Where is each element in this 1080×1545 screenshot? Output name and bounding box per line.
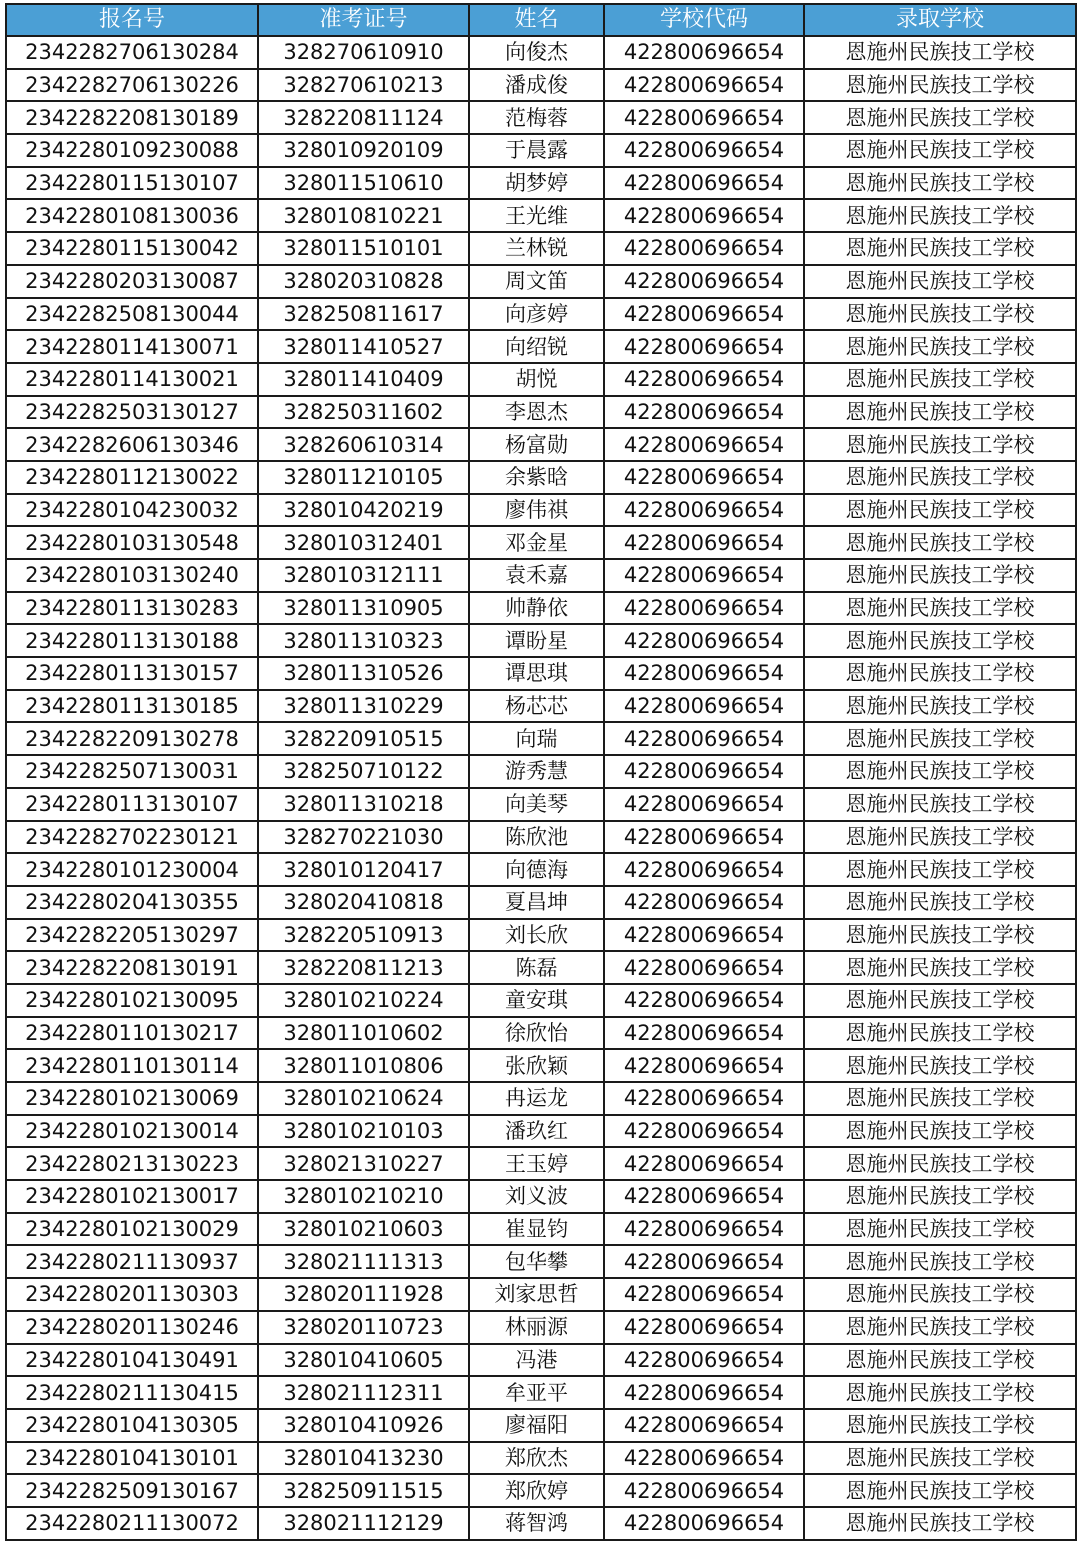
name-cell: 王玉婷 bbox=[469, 1147, 604, 1180]
name-cell: 周文笛 bbox=[469, 265, 604, 298]
school-code-cell: 422800696654 bbox=[604, 1213, 804, 1246]
school-code-cell: 422800696654 bbox=[604, 232, 804, 265]
exam-ticket-cell: 328010312401 bbox=[258, 526, 469, 559]
table-row bbox=[6, 1017, 1076, 1050]
table-row bbox=[6, 298, 1076, 331]
exam-ticket-cell: 328250811617 bbox=[258, 298, 469, 331]
exam-ticket-cell: 328270221030 bbox=[258, 821, 469, 854]
admitted-school-cell: 恩施州民族技工学校 bbox=[804, 1147, 1076, 1180]
school-code-cell: 422800696654 bbox=[604, 1376, 804, 1409]
admitted-school-cell: 恩施州民族技工学校 bbox=[804, 298, 1076, 331]
table-row bbox=[6, 1115, 1076, 1148]
table-row bbox=[6, 657, 1076, 690]
school-code-cell: 422800696654 bbox=[604, 101, 804, 134]
exam-ticket-cell: 328010210624 bbox=[258, 1082, 469, 1115]
table-row bbox=[6, 1507, 1076, 1540]
name-cell: 袁禾嘉 bbox=[469, 559, 604, 592]
admitted-school-cell: 恩施州民族技工学校 bbox=[804, 1115, 1076, 1148]
exam-ticket-cell: 328021111313 bbox=[258, 1245, 469, 1278]
school-code-cell: 422800696654 bbox=[604, 1245, 804, 1278]
admitted-school-cell: 恩施州民族技工学校 bbox=[804, 199, 1076, 232]
table-row bbox=[6, 755, 1076, 788]
exam-ticket-cell: 328011510610 bbox=[258, 167, 469, 200]
exam-ticket-cell: 328260610314 bbox=[258, 428, 469, 461]
admitted-school-cell: 恩施州民族技工学校 bbox=[804, 1245, 1076, 1278]
school-code-cell: 422800696654 bbox=[604, 984, 804, 1017]
table-row bbox=[6, 1474, 1076, 1507]
admitted-school-cell: 恩施州民族技工学校 bbox=[804, 755, 1076, 788]
name-cell: 游秀慧 bbox=[469, 755, 604, 788]
school-code-cell: 422800696654 bbox=[604, 330, 804, 363]
admitted-school-cell: 恩施州民族技工学校 bbox=[804, 494, 1076, 527]
table-row bbox=[6, 1311, 1076, 1344]
admitted-school-cell: 恩施州民族技工学校 bbox=[804, 428, 1076, 461]
exam-ticket-cell: 328010413230 bbox=[258, 1442, 469, 1475]
exam-ticket-cell: 328011510101 bbox=[258, 232, 469, 265]
table-row bbox=[6, 1147, 1076, 1180]
school-code-cell: 422800696654 bbox=[604, 396, 804, 429]
school-code-cell: 422800696654 bbox=[604, 853, 804, 886]
exam-ticket-cell: 328011410527 bbox=[258, 330, 469, 363]
table-row bbox=[6, 428, 1076, 461]
school-code-cell: 422800696654 bbox=[604, 167, 804, 200]
table-row bbox=[6, 1344, 1076, 1377]
name-cell: 向美琴 bbox=[469, 788, 604, 821]
name-cell: 谭盼星 bbox=[469, 624, 604, 657]
admitted-school-cell: 恩施州民族技工学校 bbox=[804, 1213, 1076, 1246]
registration-number-cell: 2342280102130095 bbox=[6, 984, 258, 1017]
school-code-cell: 422800696654 bbox=[604, 1409, 804, 1442]
header-name: 姓名 bbox=[469, 4, 604, 36]
name-cell: 夏昌坤 bbox=[469, 886, 604, 919]
school-code-cell: 422800696654 bbox=[604, 199, 804, 232]
exam-ticket-cell: 328220510913 bbox=[258, 919, 469, 952]
table-row bbox=[6, 853, 1076, 886]
school-code-cell: 422800696654 bbox=[604, 461, 804, 494]
admitted-school-cell: 恩施州民族技工学校 bbox=[804, 363, 1076, 396]
table-row bbox=[6, 526, 1076, 559]
school-code-cell: 422800696654 bbox=[604, 886, 804, 919]
exam-ticket-cell: 328011310218 bbox=[258, 788, 469, 821]
name-cell: 崔显钧 bbox=[469, 1213, 604, 1246]
table-body bbox=[6, 36, 1076, 1540]
name-cell: 向德海 bbox=[469, 853, 604, 886]
school-code-cell: 422800696654 bbox=[604, 690, 804, 723]
admitted-school-cell: 恩施州民族技工学校 bbox=[804, 1311, 1076, 1344]
name-cell: 陈磊 bbox=[469, 951, 604, 984]
registration-number-cell: 2342282508130044 bbox=[6, 298, 258, 331]
exam-ticket-cell: 328010210103 bbox=[258, 1115, 469, 1148]
registration-number-cell: 2342282509130167 bbox=[6, 1474, 258, 1507]
admitted-school-cell: 恩施州民族技工学校 bbox=[804, 592, 1076, 625]
registration-number-cell: 2342282205130297 bbox=[6, 919, 258, 952]
exam-ticket-cell: 328021310227 bbox=[258, 1147, 469, 1180]
admitted-school-cell: 恩施州民族技工学校 bbox=[804, 396, 1076, 429]
admitted-school-cell: 恩施州民族技工学校 bbox=[804, 788, 1076, 821]
admitted-school-cell: 恩施州民族技工学校 bbox=[804, 657, 1076, 690]
header-school-code: 学校代码 bbox=[604, 4, 804, 36]
admitted-school-cell: 恩施州民族技工学校 bbox=[804, 167, 1076, 200]
registration-number-cell: 2342280104230032 bbox=[6, 494, 258, 527]
exam-ticket-cell: 328010210603 bbox=[258, 1213, 469, 1246]
name-cell: 包华攀 bbox=[469, 1245, 604, 1278]
table-row bbox=[6, 134, 1076, 167]
admitted-school-cell: 恩施州民族技工学校 bbox=[804, 134, 1076, 167]
registration-number-cell: 2342280113130188 bbox=[6, 624, 258, 657]
table-row bbox=[6, 265, 1076, 298]
name-cell: 郑欣杰 bbox=[469, 1442, 604, 1475]
name-cell: 刘义波 bbox=[469, 1180, 604, 1213]
name-cell: 向彦婷 bbox=[469, 298, 604, 331]
name-cell: 刘长欣 bbox=[469, 919, 604, 952]
name-cell: 陈欣池 bbox=[469, 821, 604, 854]
exam-ticket-cell: 328011210105 bbox=[258, 461, 469, 494]
registration-number-cell: 2342280203130087 bbox=[6, 265, 258, 298]
name-cell: 冉运龙 bbox=[469, 1082, 604, 1115]
table-row bbox=[6, 1082, 1076, 1115]
school-code-cell: 422800696654 bbox=[604, 298, 804, 331]
exam-ticket-cell: 328270610910 bbox=[258, 36, 469, 69]
admitted-school-cell: 恩施州民族技工学校 bbox=[804, 101, 1076, 134]
admitted-school-cell: 恩施州民族技工学校 bbox=[804, 951, 1076, 984]
registration-number-cell: 2342280211130072 bbox=[6, 1507, 258, 1540]
name-cell: 余紫晗 bbox=[469, 461, 604, 494]
school-code-cell: 422800696654 bbox=[604, 821, 804, 854]
exam-ticket-cell: 328250911515 bbox=[258, 1474, 469, 1507]
exam-ticket-cell: 328011310323 bbox=[258, 624, 469, 657]
school-code-cell: 422800696654 bbox=[604, 1311, 804, 1344]
exam-ticket-cell: 328010920109 bbox=[258, 134, 469, 167]
admission-table bbox=[5, 3, 1077, 1541]
school-code-cell: 422800696654 bbox=[604, 1442, 804, 1475]
name-cell: 王光维 bbox=[469, 199, 604, 232]
registration-number-cell: 2342280211130937 bbox=[6, 1245, 258, 1278]
name-cell: 徐欣怡 bbox=[469, 1017, 604, 1050]
table-row bbox=[6, 1278, 1076, 1311]
table-row bbox=[6, 592, 1076, 625]
school-code-cell: 422800696654 bbox=[604, 1507, 804, 1540]
exam-ticket-cell: 328220910515 bbox=[258, 722, 469, 755]
admitted-school-cell: 恩施州民族技工学校 bbox=[804, 853, 1076, 886]
name-cell: 蒋智鸿 bbox=[469, 1507, 604, 1540]
table-row bbox=[6, 69, 1076, 102]
school-code-cell: 422800696654 bbox=[604, 36, 804, 69]
registration-number-cell: 2342282706130226 bbox=[6, 69, 258, 102]
table-row bbox=[6, 919, 1076, 952]
table-row bbox=[6, 559, 1076, 592]
school-code-cell: 422800696654 bbox=[604, 69, 804, 102]
name-cell: 谭思琪 bbox=[469, 657, 604, 690]
registration-number-cell: 2342282209130278 bbox=[6, 722, 258, 755]
registration-number-cell: 2342280213130223 bbox=[6, 1147, 258, 1180]
school-code-cell: 422800696654 bbox=[604, 1115, 804, 1148]
registration-number-cell: 2342280201130303 bbox=[6, 1278, 258, 1311]
registration-number-cell: 2342280104130305 bbox=[6, 1409, 258, 1442]
registration-number-cell: 2342282507130031 bbox=[6, 755, 258, 788]
school-code-cell: 422800696654 bbox=[604, 1474, 804, 1507]
admitted-school-cell: 恩施州民族技工学校 bbox=[804, 265, 1076, 298]
name-cell: 杨芯芯 bbox=[469, 690, 604, 723]
exam-ticket-cell: 328220811213 bbox=[258, 951, 469, 984]
name-cell: 向俊杰 bbox=[469, 36, 604, 69]
school-code-cell: 422800696654 bbox=[604, 526, 804, 559]
admitted-school-cell: 恩施州民族技工学校 bbox=[804, 919, 1076, 952]
name-cell: 张欣颖 bbox=[469, 1049, 604, 1082]
table-row bbox=[6, 101, 1076, 134]
school-code-cell: 422800696654 bbox=[604, 1017, 804, 1050]
registration-number-cell: 2342280113130185 bbox=[6, 690, 258, 723]
admitted-school-cell: 恩施州民族技工学校 bbox=[804, 1344, 1076, 1377]
school-code-cell: 422800696654 bbox=[604, 592, 804, 625]
registration-number-cell: 2342280113130157 bbox=[6, 657, 258, 690]
table-row bbox=[6, 886, 1076, 919]
registration-number-cell: 2342280113130107 bbox=[6, 788, 258, 821]
registration-number-cell: 2342282208130189 bbox=[6, 101, 258, 134]
table-row bbox=[6, 788, 1076, 821]
school-code-cell: 422800696654 bbox=[604, 722, 804, 755]
name-cell: 向瑞 bbox=[469, 722, 604, 755]
table-row bbox=[6, 1213, 1076, 1246]
table-row bbox=[6, 167, 1076, 200]
registration-number-cell: 2342280113130283 bbox=[6, 592, 258, 625]
exam-ticket-cell: 328220811124 bbox=[258, 101, 469, 134]
registration-number-cell: 2342282702230121 bbox=[6, 821, 258, 854]
name-cell: 林丽源 bbox=[469, 1311, 604, 1344]
admitted-school-cell: 恩施州民族技工学校 bbox=[804, 232, 1076, 265]
exam-ticket-cell: 328010410926 bbox=[258, 1409, 469, 1442]
registration-number-cell: 2342280108130036 bbox=[6, 199, 258, 232]
registration-number-cell: 2342282606130346 bbox=[6, 428, 258, 461]
school-code-cell: 422800696654 bbox=[604, 134, 804, 167]
registration-number-cell: 2342282503130127 bbox=[6, 396, 258, 429]
registration-number-cell: 2342280211130415 bbox=[6, 1376, 258, 1409]
registration-number-cell: 2342280102130017 bbox=[6, 1180, 258, 1213]
admitted-school-cell: 恩施州民族技工学校 bbox=[804, 1082, 1076, 1115]
name-cell: 潘成俊 bbox=[469, 69, 604, 102]
admitted-school-cell: 恩施州民族技工学校 bbox=[804, 624, 1076, 657]
exam-ticket-cell: 328020310828 bbox=[258, 265, 469, 298]
admitted-school-cell: 恩施州民族技工学校 bbox=[804, 559, 1076, 592]
registration-number-cell: 2342280102130069 bbox=[6, 1082, 258, 1115]
admitted-school-cell: 恩施州民族技工学校 bbox=[804, 36, 1076, 69]
registration-number-cell: 2342280114130071 bbox=[6, 330, 258, 363]
table-row bbox=[6, 1442, 1076, 1475]
admitted-school-cell: 恩施州民族技工学校 bbox=[804, 1278, 1076, 1311]
name-cell: 胡梦婷 bbox=[469, 167, 604, 200]
exam-ticket-cell: 328011310905 bbox=[258, 592, 469, 625]
school-code-cell: 422800696654 bbox=[604, 1082, 804, 1115]
registration-number-cell: 2342280103130548 bbox=[6, 526, 258, 559]
exam-ticket-cell: 328010210224 bbox=[258, 984, 469, 1017]
admitted-school-cell: 恩施州民族技工学校 bbox=[804, 984, 1076, 1017]
table-row bbox=[6, 461, 1076, 494]
exam-ticket-cell: 328020410818 bbox=[258, 886, 469, 919]
name-cell: 牟亚平 bbox=[469, 1376, 604, 1409]
exam-ticket-cell: 328011010602 bbox=[258, 1017, 469, 1050]
exam-ticket-cell: 328270610213 bbox=[258, 69, 469, 102]
school-code-cell: 422800696654 bbox=[604, 363, 804, 396]
name-cell: 帅静依 bbox=[469, 592, 604, 625]
admitted-school-cell: 恩施州民族技工学校 bbox=[804, 69, 1076, 102]
exam-ticket-cell: 328021112129 bbox=[258, 1507, 469, 1540]
name-cell: 兰林锐 bbox=[469, 232, 604, 265]
registration-number-cell: 2342280110130114 bbox=[6, 1049, 258, 1082]
table-row bbox=[6, 396, 1076, 429]
registration-number-cell: 2342280102130029 bbox=[6, 1213, 258, 1246]
exam-ticket-cell: 328021112311 bbox=[258, 1376, 469, 1409]
table-row bbox=[6, 363, 1076, 396]
name-cell: 郑欣婷 bbox=[469, 1474, 604, 1507]
table-row bbox=[6, 330, 1076, 363]
name-cell: 潘玖红 bbox=[469, 1115, 604, 1148]
table-row bbox=[6, 199, 1076, 232]
exam-ticket-cell: 328011310229 bbox=[258, 690, 469, 723]
admitted-school-cell: 恩施州民族技工学校 bbox=[804, 1049, 1076, 1082]
table-row bbox=[6, 36, 1076, 69]
name-cell: 于晨露 bbox=[469, 134, 604, 167]
admitted-school-cell: 恩施州民族技工学校 bbox=[804, 1442, 1076, 1475]
table-row bbox=[6, 1376, 1076, 1409]
table-row bbox=[6, 984, 1076, 1017]
registration-number-cell: 2342280101230004 bbox=[6, 853, 258, 886]
exam-ticket-cell: 328010810221 bbox=[258, 199, 469, 232]
school-code-cell: 422800696654 bbox=[604, 755, 804, 788]
admitted-school-cell: 恩施州民族技工学校 bbox=[804, 821, 1076, 854]
school-code-cell: 422800696654 bbox=[604, 1344, 804, 1377]
school-code-cell: 422800696654 bbox=[604, 265, 804, 298]
admitted-school-cell: 恩施州民族技工学校 bbox=[804, 330, 1076, 363]
admitted-school-cell: 恩施州民族技工学校 bbox=[804, 1507, 1076, 1540]
admitted-school-cell: 恩施州民族技工学校 bbox=[804, 1017, 1076, 1050]
school-code-cell: 422800696654 bbox=[604, 1147, 804, 1180]
admitted-school-cell: 恩施州民族技工学校 bbox=[804, 526, 1076, 559]
name-cell: 廖福阳 bbox=[469, 1409, 604, 1442]
registration-number-cell: 2342280114130021 bbox=[6, 363, 258, 396]
school-code-cell: 422800696654 bbox=[604, 1180, 804, 1213]
registration-number-cell: 2342280104130491 bbox=[6, 1344, 258, 1377]
admitted-school-cell: 恩施州民族技工学校 bbox=[804, 1180, 1076, 1213]
registration-number-cell: 2342280112130022 bbox=[6, 461, 258, 494]
registration-number-cell: 2342282208130191 bbox=[6, 951, 258, 984]
table-row bbox=[6, 1049, 1076, 1082]
name-cell: 范梅蓉 bbox=[469, 101, 604, 134]
table-row bbox=[6, 624, 1076, 657]
table-row bbox=[6, 722, 1076, 755]
table-header bbox=[6, 4, 1076, 36]
table-row bbox=[6, 1245, 1076, 1278]
registration-number-cell: 2342280104130101 bbox=[6, 1442, 258, 1475]
admitted-school-cell: 恩施州民族技工学校 bbox=[804, 886, 1076, 919]
registration-number-cell: 2342280115130042 bbox=[6, 232, 258, 265]
exam-ticket-cell: 328010420219 bbox=[258, 494, 469, 527]
school-code-cell: 422800696654 bbox=[604, 624, 804, 657]
admitted-school-cell: 恩施州民族技工学校 bbox=[804, 690, 1076, 723]
exam-ticket-cell: 328011310526 bbox=[258, 657, 469, 690]
name-cell: 廖伟祺 bbox=[469, 494, 604, 527]
school-code-cell: 422800696654 bbox=[604, 919, 804, 952]
header-exam-ticket-number: 准考证号 bbox=[258, 4, 469, 36]
school-code-cell: 422800696654 bbox=[604, 428, 804, 461]
registration-number-cell: 2342280201130246 bbox=[6, 1311, 258, 1344]
admitted-school-cell: 恩施州民族技工学校 bbox=[804, 1376, 1076, 1409]
exam-ticket-cell: 328250311602 bbox=[258, 396, 469, 429]
school-code-cell: 422800696654 bbox=[604, 788, 804, 821]
registration-number-cell: 2342280102130014 bbox=[6, 1115, 258, 1148]
exam-ticket-cell: 328011410409 bbox=[258, 363, 469, 396]
admitted-school-cell: 恩施州民族技工学校 bbox=[804, 1474, 1076, 1507]
exam-ticket-cell: 328010312111 bbox=[258, 559, 469, 592]
school-code-cell: 422800696654 bbox=[604, 1049, 804, 1082]
admitted-school-cell: 恩施州民族技工学校 bbox=[804, 461, 1076, 494]
registration-number-cell: 2342280110130217 bbox=[6, 1017, 258, 1050]
table-row bbox=[6, 1409, 1076, 1442]
name-cell: 向绍锐 bbox=[469, 330, 604, 363]
admitted-school-cell: 恩施州民族技工学校 bbox=[804, 1409, 1076, 1442]
registration-number-cell: 2342280103130240 bbox=[6, 559, 258, 592]
registration-number-cell: 2342280115130107 bbox=[6, 167, 258, 200]
table-row bbox=[6, 494, 1076, 527]
table-row bbox=[6, 1180, 1076, 1213]
exam-ticket-cell: 328010120417 bbox=[258, 853, 469, 886]
school-code-cell: 422800696654 bbox=[604, 951, 804, 984]
registration-number-cell: 2342280204130355 bbox=[6, 886, 258, 919]
exam-ticket-cell: 328020111928 bbox=[258, 1278, 469, 1311]
school-code-cell: 422800696654 bbox=[604, 559, 804, 592]
school-code-cell: 422800696654 bbox=[604, 1278, 804, 1311]
exam-ticket-cell: 328011010806 bbox=[258, 1049, 469, 1082]
table-row bbox=[6, 232, 1076, 265]
table-row bbox=[6, 690, 1076, 723]
admitted-school-cell: 恩施州民族技工学校 bbox=[804, 722, 1076, 755]
registration-number-cell: 2342280109230088 bbox=[6, 134, 258, 167]
name-cell: 童安琪 bbox=[469, 984, 604, 1017]
name-cell: 杨富勋 bbox=[469, 428, 604, 461]
exam-ticket-cell: 328250710122 bbox=[258, 755, 469, 788]
header-admitted-school: 录取学校 bbox=[804, 4, 1076, 36]
name-cell: 刘家思哲 bbox=[469, 1278, 604, 1311]
table-row bbox=[6, 951, 1076, 984]
name-cell: 胡悦 bbox=[469, 363, 604, 396]
header-registration-number: 报名号 bbox=[6, 4, 258, 36]
name-cell: 冯港 bbox=[469, 1344, 604, 1377]
name-cell: 邓金星 bbox=[469, 526, 604, 559]
exam-ticket-cell: 328020110723 bbox=[258, 1311, 469, 1344]
school-code-cell: 422800696654 bbox=[604, 494, 804, 527]
exam-ticket-cell: 328010210210 bbox=[258, 1180, 469, 1213]
exam-ticket-cell: 328010410605 bbox=[258, 1344, 469, 1377]
header-row bbox=[6, 4, 1076, 36]
name-cell: 李恩杰 bbox=[469, 396, 604, 429]
registration-number-cell: 2342282706130284 bbox=[6, 36, 258, 69]
school-code-cell: 422800696654 bbox=[604, 657, 804, 690]
table-row bbox=[6, 821, 1076, 854]
